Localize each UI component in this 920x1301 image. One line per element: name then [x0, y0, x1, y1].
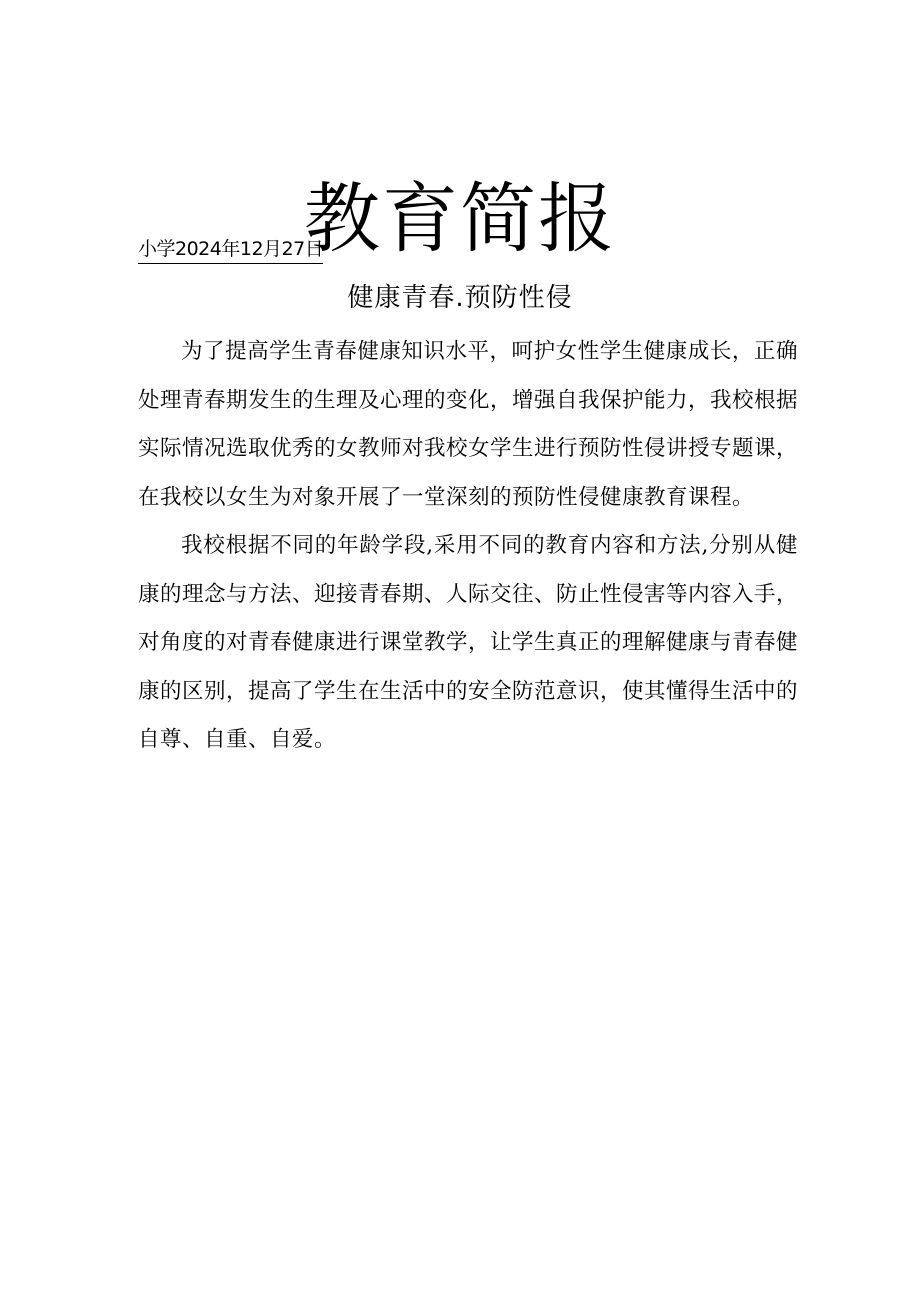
dateline: 小学2024年12月27日 [138, 236, 323, 264]
article-subtitle: 健康青春.预防性侵 [347, 283, 573, 313]
article-body [138, 328, 798, 765]
body-paragraph: 为了提高学生青春健康知识水平，呵护女性学生健康成长，正确处理青春期发生的生理及心理的变化，增强自我保护能力，我校根据实际情况选取优秀的女教师对我校女学生进行预防性侵讲授专题课，在我校以女生为对象开展了一堂深刻的预防性侵健康教育课程。 [138, 339, 799, 510]
page-title: 教育简报 [304, 173, 616, 263]
body-paragraph: 我校根据不同的年龄学段,采用不同的教育内容和方法,分别从健康的理念与方法、迎接青春期、人际交往、防止性侵害等内容入手，对角度的对青春健康进行课堂教学，让学生真正的理解健康与青春健康的区别，提高了学生在生活中的安全防范意识，使其懂得生活中的自尊、自重、自爱。 [138, 533, 799, 752]
